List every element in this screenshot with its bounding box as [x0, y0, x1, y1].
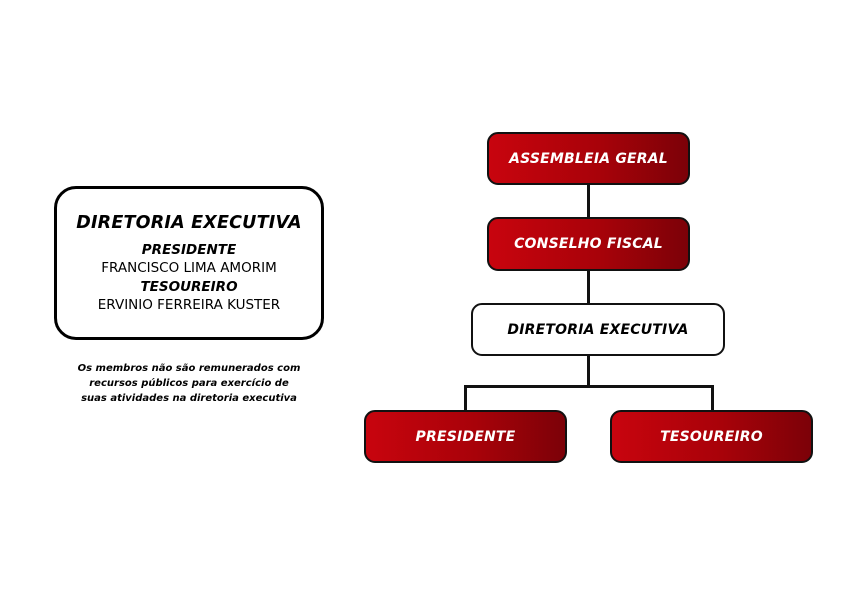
note-line: recursos públicos para exercício de: [89, 378, 289, 389]
node-conselho-fiscal: [487, 217, 690, 271]
diretoria-info-card: [54, 186, 324, 340]
node-presidente: [364, 410, 567, 463]
remuneration-note: [54, 361, 324, 406]
connector-to-tesoureiro: [711, 385, 714, 411]
connector-diretoria-branch: [587, 355, 590, 386]
treasurer-name: ERVINIO FERREIRA KUSTER: [97, 297, 281, 313]
node-label: TESOUREIRO: [660, 428, 763, 445]
connector-conselho-diretoria: [587, 270, 590, 304]
connector-horizontal-branch: [464, 385, 714, 388]
node-assembleia-geral: [487, 132, 690, 185]
node-tesoureiro: [610, 410, 813, 463]
info-card-title: DIRETORIA EXECUTIVA: [76, 213, 302, 233]
node-label: CONSELHO FISCAL: [514, 236, 663, 252]
node-label: ASSEMBLEIA GERAL: [509, 150, 668, 167]
president-role-label: PRESIDENTE: [141, 242, 237, 258]
node-label: PRESIDENTE: [415, 428, 516, 445]
treasurer-role-label: TESOUREIRO: [140, 279, 238, 295]
node-diretoria-executiva: [471, 303, 725, 356]
node-label: DIRETORIA EXECUTIVA: [507, 321, 689, 338]
connector-to-presidente: [464, 385, 467, 411]
note-line: suas atividades na diretoria executiva: [81, 393, 297, 404]
president-name: FRANCISCO LIMA AMORIM: [101, 260, 277, 276]
connector-assembleia-conselho: [587, 184, 590, 218]
note-line: Os membros não são remunerados com: [77, 363, 301, 374]
